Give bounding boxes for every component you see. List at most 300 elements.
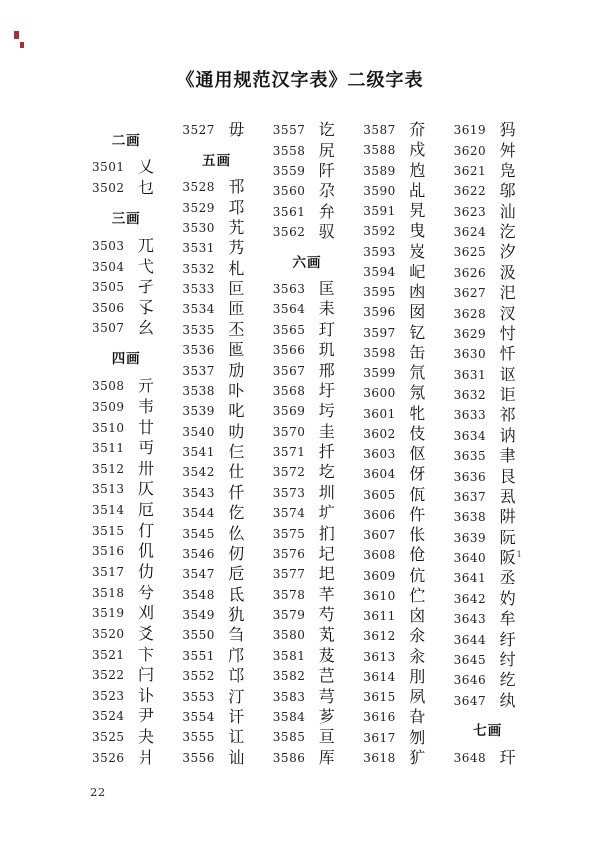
han-character: 忏	[499, 344, 516, 364]
han-character: 厾	[499, 486, 516, 506]
han-character: 氽	[409, 626, 426, 646]
han-character: 芍	[318, 605, 335, 625]
char-entry	[454, 507, 534, 527]
han-character: 尕	[318, 181, 335, 201]
char-index: 3506	[92, 300, 125, 315]
char-index: 3515	[92, 523, 125, 538]
char-entry	[182, 442, 262, 462]
char-entry	[363, 343, 443, 363]
char-index: 3637	[453, 489, 487, 504]
char-entry	[182, 686, 262, 706]
han-character: 讦	[228, 706, 245, 726]
char-index: 3536	[182, 343, 215, 358]
han-character: 伛	[409, 444, 426, 464]
character-table	[92, 120, 534, 768]
han-character: 邬	[499, 181, 516, 201]
char-entry	[454, 263, 534, 283]
char-index: 3612	[363, 629, 396, 644]
char-index: 3530	[182, 220, 215, 235]
han-character: 卮	[228, 564, 245, 584]
han-character: 汆	[409, 646, 426, 666]
han-character: 劢	[228, 360, 245, 380]
char-index: 3628	[453, 306, 487, 321]
han-character: 刍	[228, 625, 245, 645]
char-entry	[273, 727, 353, 747]
char-entry	[454, 181, 534, 201]
char-index: 3557	[272, 123, 306, 138]
char-entry	[182, 197, 262, 217]
stroke-count-header: 三画	[111, 210, 141, 227]
han-character: 囟	[409, 606, 426, 626]
han-character: 汔	[499, 222, 516, 242]
char-entry	[454, 629, 534, 649]
han-character: 兮	[138, 582, 155, 602]
char-index: 3510	[92, 420, 125, 435]
han-character: 芊	[318, 584, 335, 604]
char-index: 3579	[272, 608, 306, 623]
char-index: 3609	[363, 568, 396, 583]
han-character: 讴	[499, 364, 516, 384]
char-entry	[454, 528, 534, 548]
char-entry	[363, 424, 443, 444]
char-entry	[363, 161, 443, 181]
char-index: 3543	[182, 485, 215, 500]
char-index: 3568	[272, 383, 306, 398]
char-index: 3599	[363, 366, 396, 381]
char-index: 3562	[272, 225, 306, 240]
char-index: 3571	[272, 445, 306, 460]
char-index: 3504	[92, 259, 125, 274]
han-character: 夙	[409, 687, 426, 707]
han-character: 卟	[228, 380, 245, 400]
han-character: 岌	[409, 241, 426, 261]
char-entry	[92, 747, 172, 768]
char-entry	[92, 318, 172, 339]
char-index: 3590	[363, 183, 396, 198]
char-entry	[454, 303, 534, 323]
char-entry	[92, 562, 172, 583]
han-character: 忖	[499, 323, 516, 343]
char-entry	[92, 686, 172, 707]
char-index: 3554	[182, 709, 215, 724]
char-entry	[273, 381, 353, 401]
table-column-1	[92, 120, 172, 768]
char-index: 3594	[363, 264, 396, 279]
han-character: 札	[228, 258, 245, 278]
char-index: 3606	[363, 507, 396, 522]
char-index: 3626	[453, 265, 487, 280]
han-character: 氘	[409, 363, 426, 383]
char-entry	[273, 181, 353, 201]
han-character: 玎	[318, 319, 335, 339]
char-index: 3542	[182, 465, 215, 480]
char-entry	[92, 541, 172, 562]
han-character: 幺	[138, 318, 155, 338]
char-index: 3570	[272, 424, 306, 439]
han-character: 邗	[228, 177, 245, 197]
char-entry	[92, 479, 172, 500]
char-index: 3563	[272, 282, 306, 297]
char-entry	[182, 646, 262, 666]
char-entry	[363, 140, 443, 160]
char-entry	[182, 585, 262, 605]
char-index: 3615	[363, 690, 396, 705]
char-index: 3539	[182, 404, 215, 419]
han-character: 孓	[138, 297, 155, 317]
han-character: 弁	[318, 201, 335, 221]
char-index: 3639	[453, 530, 487, 545]
char-entry	[273, 222, 353, 242]
char-entry	[273, 605, 353, 625]
han-character: 旯	[409, 201, 426, 221]
char-index: 3541	[182, 445, 215, 460]
stroke-count-header: 六画	[292, 254, 322, 271]
char-entry	[273, 544, 353, 564]
char-index: 3623	[453, 204, 487, 219]
han-character: 圬	[318, 401, 335, 421]
char-entry	[92, 178, 172, 199]
han-character: 戍	[409, 140, 426, 160]
char-entry	[273, 279, 353, 299]
char-entry	[182, 462, 262, 482]
char-index: 3611	[363, 609, 396, 624]
han-character: 亘	[318, 727, 335, 747]
char-entry	[454, 466, 534, 486]
han-character: 厄	[138, 500, 155, 520]
char-index: 3580	[272, 628, 306, 643]
han-character: 阱	[499, 507, 516, 527]
han-character: 汀	[228, 686, 245, 706]
char-index: 3635	[453, 449, 487, 464]
char-entry	[363, 626, 443, 646]
char-entry	[273, 462, 353, 482]
char-index: 3602	[363, 426, 396, 441]
char-entry	[363, 505, 443, 525]
han-character: 亓	[138, 376, 155, 396]
char-entry	[454, 385, 534, 405]
han-character: 乂	[138, 157, 155, 177]
char-entry	[92, 376, 172, 397]
char-index: 3603	[363, 447, 396, 462]
char-entry	[363, 383, 443, 403]
char-entry	[92, 458, 172, 479]
char-index: 3627	[453, 286, 487, 301]
char-index: 3646	[453, 673, 487, 688]
char-index: 3600	[363, 386, 396, 401]
char-index: 3523	[92, 688, 125, 703]
char-index: 3545	[182, 526, 215, 541]
page-number: 22	[90, 785, 106, 799]
char-index: 3507	[92, 321, 125, 336]
char-index: 3561	[272, 204, 306, 219]
char-index: 3555	[182, 730, 215, 745]
han-character: 爻	[138, 623, 155, 643]
char-index: 3540	[182, 424, 215, 439]
char-entry	[454, 589, 534, 609]
char-entry	[92, 417, 172, 438]
char-index: 3527	[182, 123, 215, 138]
han-character: 艿	[228, 238, 245, 258]
han-character: 犷	[409, 747, 426, 767]
char-index: 3630	[453, 347, 487, 362]
char-index: 3616	[363, 710, 396, 725]
char-index: 3621	[453, 163, 487, 178]
char-entry	[182, 748, 262, 768]
han-character: 刖	[409, 666, 426, 686]
han-character: 仞	[228, 543, 245, 563]
char-index: 3586	[272, 750, 306, 765]
char-index: 3516	[92, 544, 125, 559]
char-index: 3648	[453, 750, 487, 765]
char-entry	[92, 582, 172, 603]
char-entry	[454, 446, 534, 466]
han-character: 玕	[499, 747, 516, 767]
char-entry	[363, 667, 443, 687]
han-character: 曳	[409, 221, 426, 241]
char-entry	[92, 644, 172, 665]
table-column-4	[363, 120, 443, 768]
han-character: 仄	[138, 479, 155, 499]
char-entry	[363, 262, 443, 282]
char-entry	[182, 381, 262, 401]
char-entry	[363, 586, 443, 606]
han-character: 阮	[499, 527, 516, 547]
han-character: 汲	[499, 262, 516, 282]
han-character: 仉	[138, 541, 155, 561]
han-character: 聿	[499, 446, 516, 466]
han-character: 纡	[499, 629, 516, 649]
char-index: 3513	[92, 482, 125, 497]
stroke-count-header: 五画	[202, 152, 232, 169]
char-index: 3642	[453, 591, 487, 606]
char-index: 3535	[182, 322, 215, 337]
char-entry	[273, 442, 353, 462]
char-index: 3583	[272, 689, 306, 704]
han-character: 牟	[499, 609, 516, 629]
char-index: 3613	[363, 649, 396, 664]
char-entry	[454, 283, 534, 303]
char-index: 3517	[92, 564, 125, 579]
han-character: 仃	[138, 520, 155, 540]
han-character: 尻	[318, 140, 335, 160]
char-entry	[182, 605, 262, 625]
char-index: 3573	[272, 485, 306, 500]
char-entry	[182, 279, 262, 299]
char-entry	[182, 401, 262, 421]
char-entry	[273, 401, 353, 421]
char-index: 3624	[453, 225, 487, 240]
han-character: 丞	[499, 568, 516, 588]
char-entry	[454, 609, 534, 629]
char-entry	[363, 707, 443, 727]
red-scan-mark	[14, 31, 19, 39]
han-character: 邝	[228, 645, 245, 665]
han-character: 阡	[318, 160, 335, 180]
char-index: 3601	[363, 406, 396, 421]
char-entry	[454, 324, 534, 344]
char-index: 3576	[272, 546, 306, 561]
han-character: 扪	[318, 523, 335, 543]
han-character: 闩	[138, 665, 155, 685]
char-index: 3593	[363, 244, 396, 259]
han-character: 毋	[228, 120, 245, 140]
char-entry	[92, 157, 172, 178]
char-index: 3569	[272, 404, 306, 419]
char-entry	[92, 500, 172, 521]
char-entry	[273, 299, 353, 319]
han-character: 仟	[228, 482, 245, 502]
han-character: 伎	[409, 423, 426, 443]
char-entry	[273, 666, 353, 686]
char-entry	[182, 666, 262, 686]
char-entry	[454, 242, 534, 262]
char-entry	[182, 120, 262, 140]
char-index: 3595	[363, 285, 396, 300]
han-character: 芄	[318, 625, 335, 645]
han-character: 伧	[409, 545, 426, 565]
han-character: 伥	[409, 525, 426, 545]
char-entry	[182, 707, 262, 727]
han-character: 阪	[499, 548, 516, 568]
char-entry	[273, 360, 353, 380]
char-index: 3521	[92, 647, 125, 662]
char-entry	[363, 363, 443, 383]
han-character: 邢	[318, 360, 335, 380]
char-index: 3597	[363, 325, 396, 340]
char-index: 3591	[363, 204, 396, 219]
han-character: 牝	[409, 403, 426, 423]
char-index: 3605	[363, 487, 396, 502]
char-index: 3509	[92, 399, 125, 414]
char-index: 3529	[182, 200, 215, 215]
char-entry	[273, 483, 353, 503]
char-index: 3622	[453, 184, 487, 199]
han-character: 玑	[318, 340, 335, 360]
han-character: 圳	[318, 482, 335, 502]
char-entry	[182, 422, 262, 442]
han-character: 氐	[228, 584, 245, 604]
char-index: 3607	[363, 528, 396, 543]
han-character: 讫	[318, 120, 335, 140]
char-index: 3547	[182, 567, 215, 582]
han-character: 仡	[228, 503, 245, 523]
char-index: 3618	[363, 750, 396, 765]
han-character: 尹	[138, 706, 155, 726]
han-character: 钇	[409, 322, 426, 342]
han-character: 弋	[138, 256, 155, 276]
han-character: 伢	[409, 464, 426, 484]
char-entry	[454, 568, 534, 588]
han-character: 仫	[228, 523, 245, 543]
char-entry	[454, 140, 534, 160]
char-index: 3588	[363, 143, 396, 158]
char-entry	[454, 365, 534, 385]
han-character: 讧	[228, 727, 245, 747]
han-character: 兀	[138, 235, 155, 255]
char-entry	[363, 525, 443, 545]
char-index: 3552	[182, 669, 215, 684]
char-entry	[92, 706, 172, 727]
han-character: 祁	[499, 405, 516, 425]
han-character: 卅	[138, 458, 155, 478]
han-character: 孑	[138, 277, 155, 297]
han-character: 圩	[318, 380, 335, 400]
stroke-count-header: 四画	[111, 351, 141, 368]
char-index: 3578	[272, 587, 306, 602]
char-index: 3643	[453, 612, 487, 627]
char-index: 3575	[272, 526, 306, 541]
char-index: 3614	[363, 669, 396, 684]
han-character: 芗	[318, 706, 335, 726]
char-index: 3564	[272, 302, 306, 317]
han-character: 邛	[228, 197, 245, 217]
char-index: 3596	[363, 305, 396, 320]
char-index: 3526	[92, 750, 125, 765]
page-title: 《通用规范汉字表》二级字表	[176, 70, 424, 91]
char-index: 3633	[453, 408, 487, 423]
han-character: 缶	[409, 342, 426, 362]
han-character: 仵	[409, 504, 426, 524]
han-character: 纥	[499, 670, 516, 690]
char-entry	[182, 177, 262, 197]
han-character: 讵	[499, 385, 516, 405]
char-index: 3549	[182, 608, 215, 623]
han-character: 仕	[228, 462, 245, 482]
char-index: 3567	[272, 363, 306, 378]
han-character: 汊	[499, 303, 516, 323]
char-index: 3636	[453, 469, 487, 484]
han-character: 爿	[138, 747, 155, 767]
char-entry	[92, 297, 172, 318]
han-character: 乜	[138, 178, 155, 198]
han-character: 匜	[228, 340, 245, 360]
char-index: 3604	[363, 467, 396, 482]
char-index: 3511	[92, 441, 125, 456]
char-index: 3556	[182, 750, 215, 765]
han-character: 伫	[409, 585, 426, 605]
han-character: 邙	[228, 666, 245, 686]
char-entry	[182, 544, 262, 564]
char-entry	[363, 647, 443, 667]
han-character: 纣	[499, 649, 516, 669]
char-index: 3598	[363, 345, 396, 360]
char-entry	[273, 503, 353, 523]
char-entry	[273, 140, 353, 160]
han-character: 汕	[499, 201, 516, 221]
char-entry	[363, 748, 443, 768]
char-index: 3581	[272, 648, 306, 663]
stroke-count-header: 七画	[473, 723, 503, 740]
han-character: 讣	[138, 685, 155, 705]
char-entry	[454, 426, 534, 446]
char-index: 3647	[453, 693, 487, 708]
char-entry	[182, 320, 262, 340]
char-index: 3634	[453, 428, 487, 443]
han-character: 凫	[499, 160, 516, 180]
char-entry	[92, 397, 172, 418]
char-entry	[363, 120, 443, 140]
han-character: 耒	[318, 299, 335, 319]
char-entry	[454, 120, 534, 140]
char-index: 3574	[272, 506, 306, 521]
han-character: 纨	[499, 690, 516, 710]
han-character: 芨	[318, 645, 335, 665]
char-index: 3645	[453, 652, 487, 667]
han-character: 讷	[499, 425, 516, 445]
char-index: 3572	[272, 465, 306, 480]
han-character: 芎	[318, 686, 335, 706]
char-index: 3514	[92, 503, 125, 518]
